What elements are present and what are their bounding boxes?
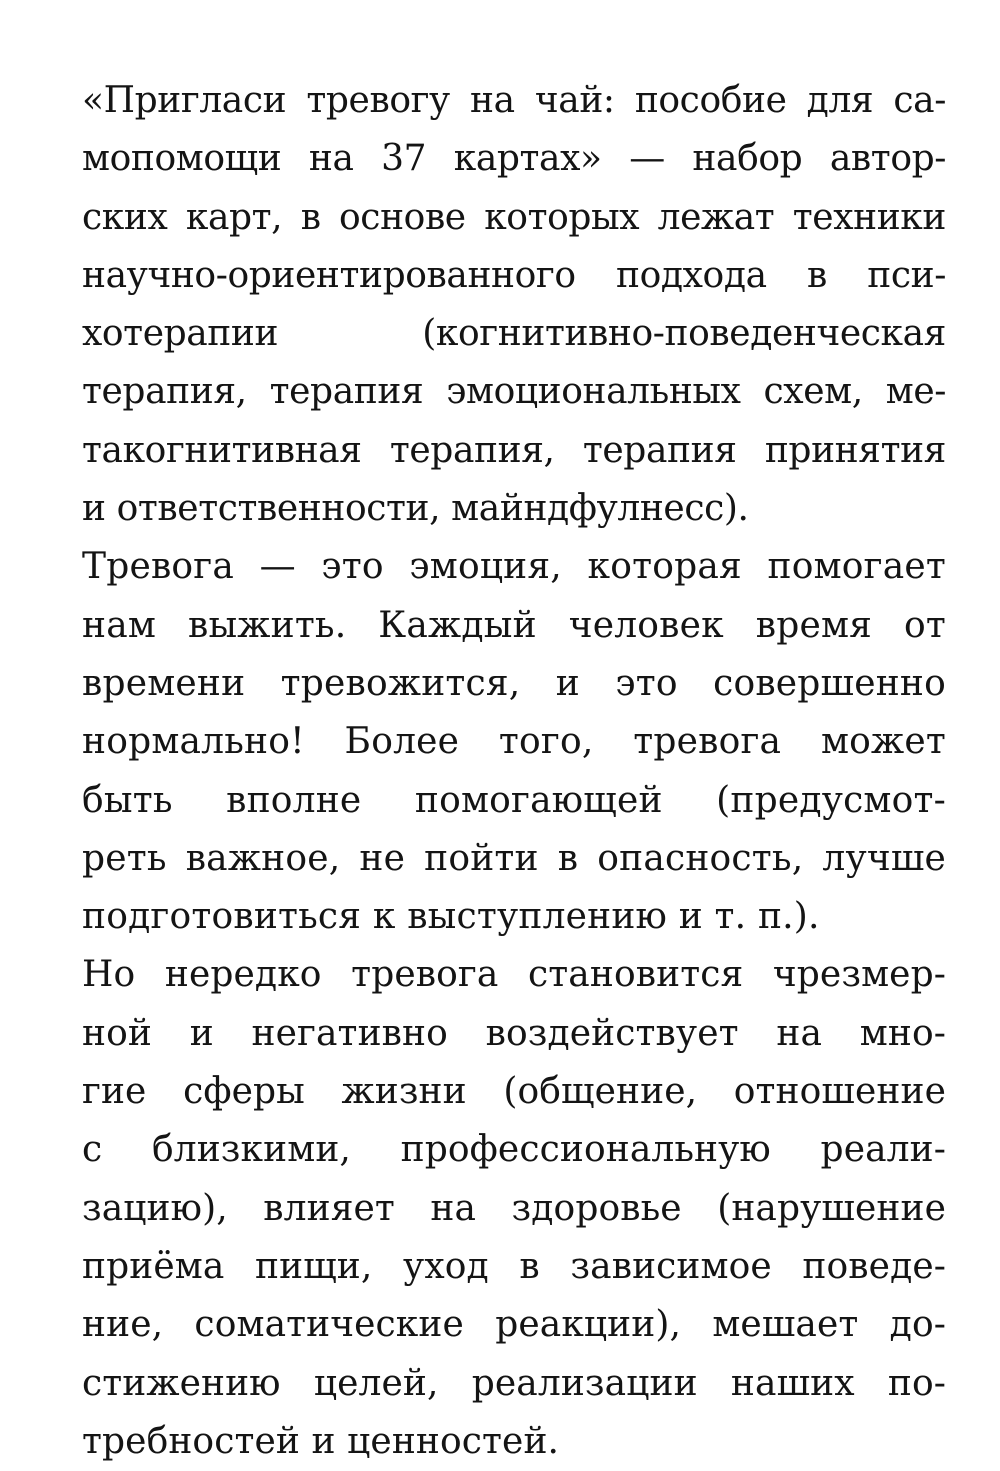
text-line: терапия, терапия эмоциональных схем, ме- [82, 371, 946, 413]
text-line: гие сферы жизни (общение, отношение [82, 1071, 946, 1113]
paragraph-intro [82, 72, 946, 538]
text-page [82, 72, 946, 1471]
text-line: Но нередко тревога становится чрезмер- [82, 954, 946, 996]
text-line: нам выжить. Каждый человек время от [82, 604, 946, 646]
text-line: быть вполне помогающей (предусмот- [82, 779, 946, 821]
text-line: ских карт, в основе которых лежат техники [82, 196, 946, 238]
paragraph-excessive-anxiety [82, 946, 946, 1471]
text-line: Тревога — это эмоция, которая помогает [82, 546, 946, 588]
text-line: требностей и ценностей. [82, 1420, 560, 1462]
text-line: мопомощи на 37 картах» — набор автор- [82, 138, 946, 180]
text-line: «Пригласи тревогу на чай: пособие для са- [82, 80, 946, 121]
text-line: зацию), влияет на здоровье (нарушение [82, 1187, 946, 1229]
text-line: с близкими, профессиональную реали- [82, 1129, 946, 1171]
text-line: времени тревожится, и это совершенно [82, 662, 946, 704]
text-line: реть важное, не пойти в опасность, лучше [82, 837, 946, 879]
text-line: такогнитивная терапия, терапия принятия [82, 429, 946, 471]
text-line: и ответственности, майндфулнесс). [82, 488, 749, 530]
paragraph-anxiety-emotion [82, 538, 946, 946]
text-line: хотерапии (когнитивно-поведенческая [82, 313, 946, 355]
text-line: научно-ориентированного подхода в пси- [82, 254, 946, 296]
text-line: стижению целей, реализации наших по- [82, 1362, 946, 1404]
text-line: ние, соматические реакции), мешает до- [82, 1304, 946, 1346]
text-line: приёма пищи, уход в зависимое поведе- [82, 1245, 946, 1287]
text-line: ной и негативно воздействует на мно- [82, 1012, 946, 1054]
text-line: нормально! Более того, тревога может [82, 721, 946, 763]
text-line: подготовиться к выступлению и т. п.). [82, 896, 820, 938]
